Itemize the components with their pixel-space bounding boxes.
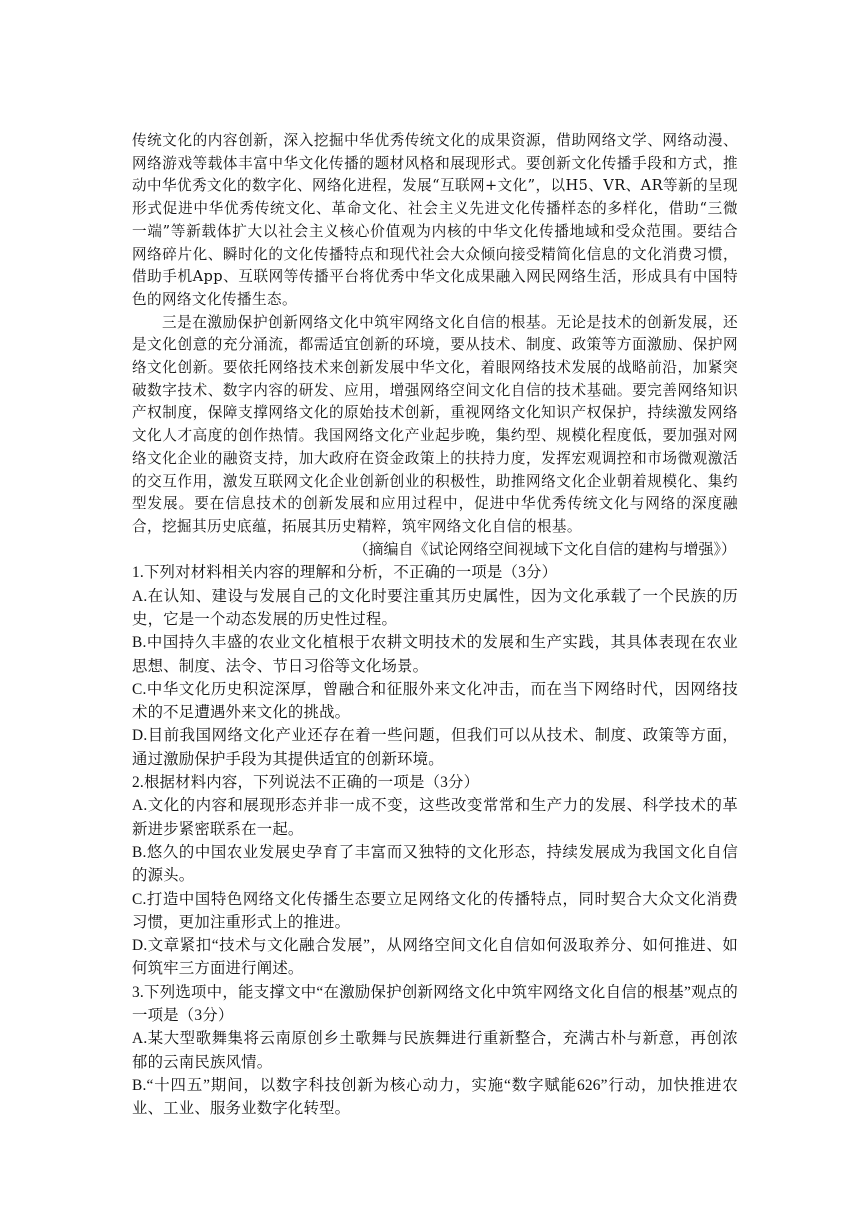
question-1 [132,561,738,771]
question-3 [132,981,738,1121]
source-citation: （摘编自《试论网络空间视域下文化自信的建构与增强》） [353,541,736,558]
option-a: A.某大型歌舞集将云南原创乡土歌舞与民族舞进行重新整合，充满古朴与新意，再创浓郁的云南民族风情。 [132,1030,738,1071]
option-c: C.中华文化历史积淀深厚，曾融合和征服外来文化冲击，而在当下网络时代，因网络技术的不足遭遇外来文化的挑战。 [132,680,738,722]
option-c: C.打造中国特色网络文化传播生态要立足网络文化的传播特点，同时契合大众文化消费习惯，更加注重形式上的推进。 [132,890,738,931]
body-paragraph-2: 三是在激励保护创新网络文化中筑牢网络文化自信的根基。无论是技术的创新发展，还是文化创意的充分涌流，都需适宜创新的环境，要从技术、制度、政策等方面激励、保护网络文化创新。要依托网络技术来创新发展中华文化，着眼网络技术发展的战略前沿，加紧突破数字技术、数字内容的研发、应用，增强网络空间文化自信的技术基础。要完善网络知识产权制度，保障支撑网络文化的原始技术创新，重视网络文化知识产权保护，持续激发网络文化人才高度的创作热情。我国网络文化产业起步晚，集约型、规模化程度低，要加强对网络文化企业的融资支持，加大政府在资金政策上的扶持力度，发挥宏观调控和市场微观激活的交互作用，激发互联网文化企业创新创业的积极性，助推网络文化企业朝着规模化、集约型发展。要在信息技术的创新发展和应用过程中，促进中华优秀传统文化与网络的深度融合，挖掘其历史底蕴，拓展其历史精粹，筑牢网络文化自信的根基。 [132,313,738,535]
option-b: B.中国持久丰盛的农业文化植根于农耕文明技术的发展和生产实践，其具体表现在农业思想、制度、法令、节日习俗等文化场景。 [132,634,738,675]
option-a: A.在认知、建设与发展自己的文化时要注重其历史属性，因为文化承载了一个民族的历史，它是一个动态发展的历史性过程。 [132,587,738,628]
option-d: D.目前我国网络文化产业还存在着一些问题，但我们可以从技术、制度、政策等方面，通过激励保护手段为其提供适宜的创新环境。 [132,727,738,768]
question-stem: 2.根据材料内容，下列说法不正确的一项是（3分） [132,774,480,792]
question-stem: 1.下列对材料相关内容的理解和分析，不正确的一项是（3分） [132,564,558,582]
option-a: A.文化的内容和展现形态并非一成不变，这些改变常常和生产力的发展、科学技术的革新进步紧密联系在一起。 [132,797,738,838]
question-2 [132,771,738,981]
option-b: B.“十四五”期间，以数字科技创新为核心动力，实施“数字赋能626”行动，加快推进农业、工业、服务业数字化转型。 [132,1076,738,1118]
document-body [132,130,738,1120]
option-d: D.文章紧扣“技术与文化融合发展”，从网络空间文化自信如何汲取养分、如何推进、如何筑牢三方面进行阐述。 [132,937,738,978]
option-b: B.悠久的中国农业发展史孕育了丰富而又独特的文化形态，持续发展成为我国文化自信的源头。 [132,843,738,885]
question-stem: 3.下列选项中，能支撑文中“在激励保护创新网络文化中筑牢网络文化自信的根基”观点的一项是（3分） [132,983,738,1024]
body-paragraph-1: 传统文化的内容创新，深入挖掘中华优秀传统文化的成果资源，借助网络文学、网络动漫、网络游戏等载体丰富中华文化传播的题材风格和展现形式。要创新文化传播手段和方式，推动中华优秀文化的数字化、网络化进程，发展“互联网+文化”，以H5、VR、AR等新的呈现形式促进中华优秀传统文化、革命文化、社会主义先进文化传播样态的多样化，借助“三微一端”等新载体扩大以社会主义核心价值观为内核的中华文化传播地域和受众范围。要结合网络碎片化、瞬时化的文化传播特点和现代社会大众倾向接受精简化信息的文化消费习惯，借助手机App、互联网等传播平台将优秀中华文化成果融入网民网络生活，形成具有中国特色的网络文化传播生态。 [132,132,738,308]
